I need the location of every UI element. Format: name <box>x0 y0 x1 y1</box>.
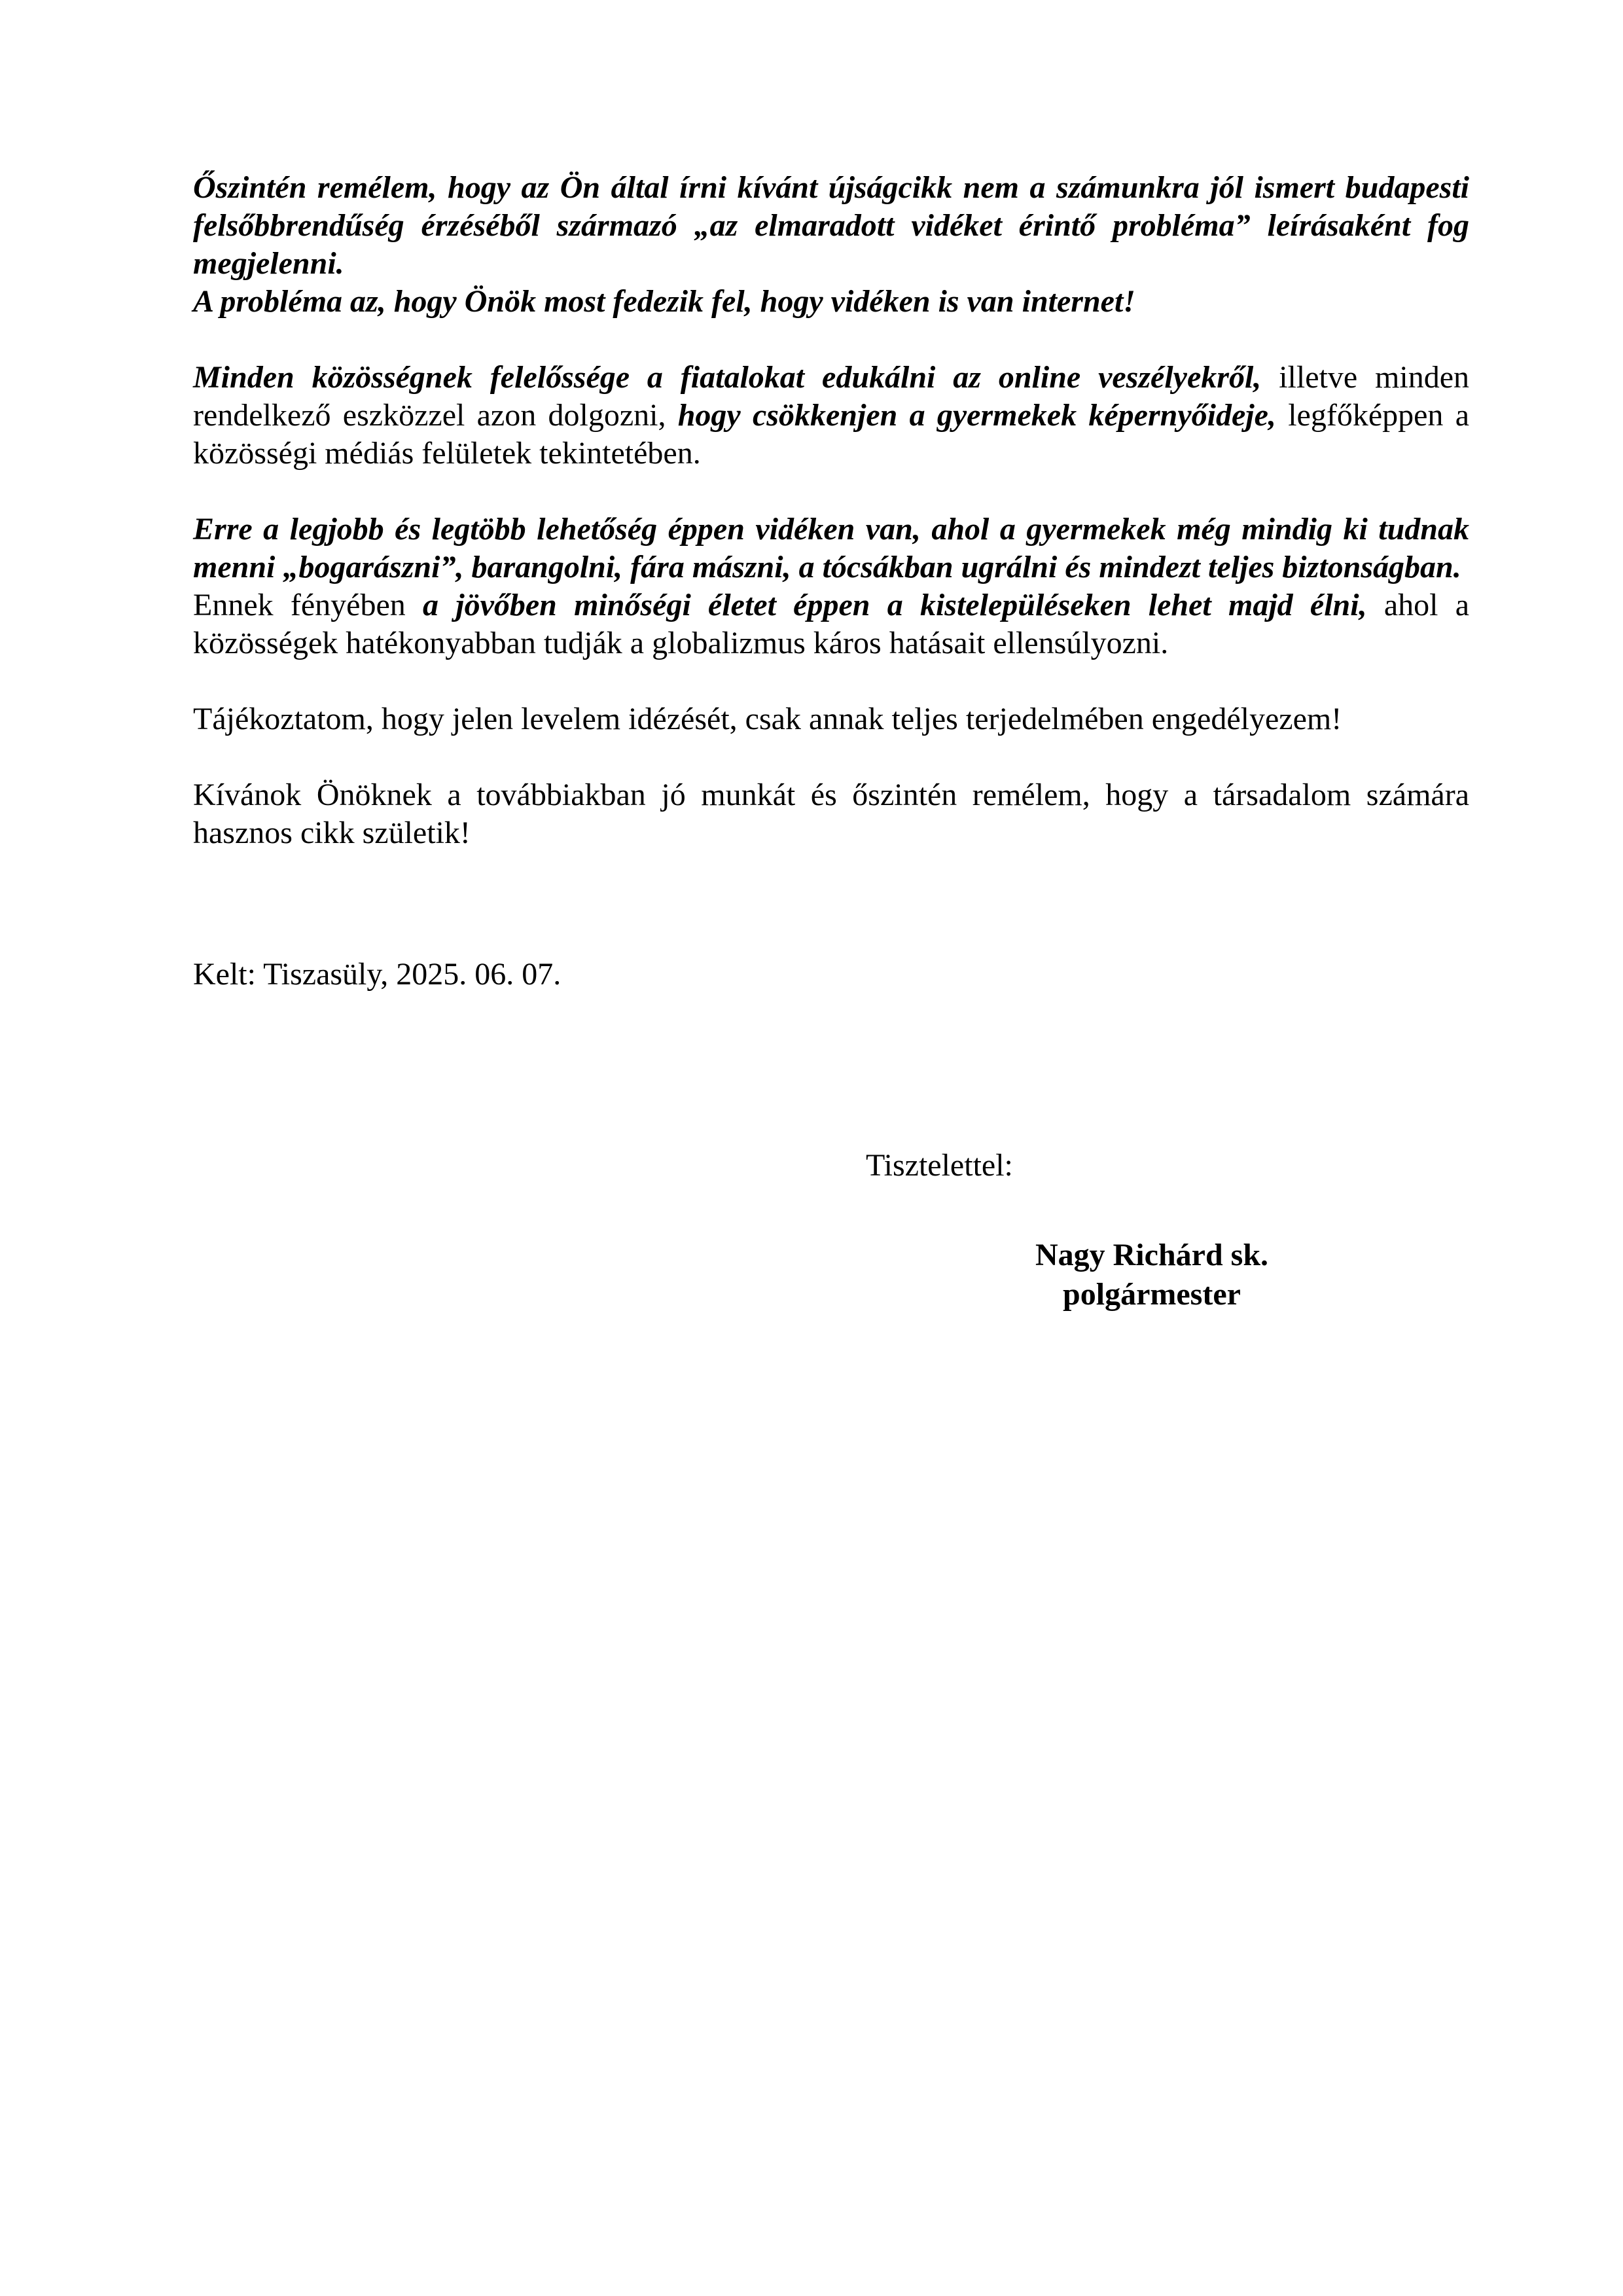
paragraph-2-text-1: illetve minden rendelkező eszközzel azon dolgozni, <box>193 360 1470 433</box>
signer-name: Nagy Richárd sk. <box>1035 1238 1269 1272</box>
paragraph-2-emphasis-1: Minden közösségnek felelőssége a fiatalokat edukálni az online veszélyekről, <box>193 360 1262 395</box>
paragraph-5: Kívánok Önöknek a továbbiakban jó munkát és őszintén remélem, hogy a társadalom számára hasznos cikk születik! <box>193 778 1469 850</box>
paragraph-1-sentence-1: Őszintén remélem, hogy az Ön által írni kívánt újságcikk nem a számunkra jól ismert budapesti felsőbbrendűség érzéséből származó „az elmaradott vidéket érintő probléma” leírásaként fog megjelenni. <box>193 170 1469 281</box>
paragraph-2-text-2: legfőképpen a közösségi médiás felületek tekintetében. <box>193 398 1469 471</box>
signer-title: polgármester <box>1063 1277 1241 1312</box>
paragraph-1-sentence-2: A probléma az, hogy Önök most fedezik fel, hogy vidéken is van internet! <box>193 284 1135 319</box>
paragraph-3-emphasis-2: a jövőben minőségi életet éppen a kistelepüléseken lehet majd élni, <box>423 588 1367 622</box>
paragraph-1 <box>193 169 1469 321</box>
paragraph-3-text-2: ahol a közösségek hatékonyabban tudják a globalizmus káros hatásait ellensúlyozni. <box>193 588 1470 660</box>
paragraph-2 <box>193 359 1469 473</box>
signature-block <box>1014 1236 1289 1314</box>
paragraph-3-sentence-2 <box>193 586 1469 662</box>
paragraph-3 <box>193 511 1469 662</box>
date-line: Kelt: Tiszasüly, 2025. 06. 07. <box>193 957 562 992</box>
paragraph-3-emphasis-1: Erre a legjobb és legtöbb lehetőség éppen vidéken van, ahol a gyermekek még mindig ki tudnak menni „bogarászni”, barangolni, fára mászni, a tócsákban ugrálni és mindezt teljes biztonságban. <box>193 512 1469 584</box>
letter-body <box>193 169 1469 852</box>
paragraph-2-emphasis-2: hogy csökkenjen a gyermekek képernyőideje, <box>677 398 1276 433</box>
closing-salutation: Tisztelettel: <box>866 1148 1013 1183</box>
paragraph-3-text-1: Ennek fényében <box>193 588 423 622</box>
paragraph-4: Tájékoztatom, hogy jelen levelem idézését, csak annak teljes terjedelmében engedélyezem! <box>193 702 1342 736</box>
